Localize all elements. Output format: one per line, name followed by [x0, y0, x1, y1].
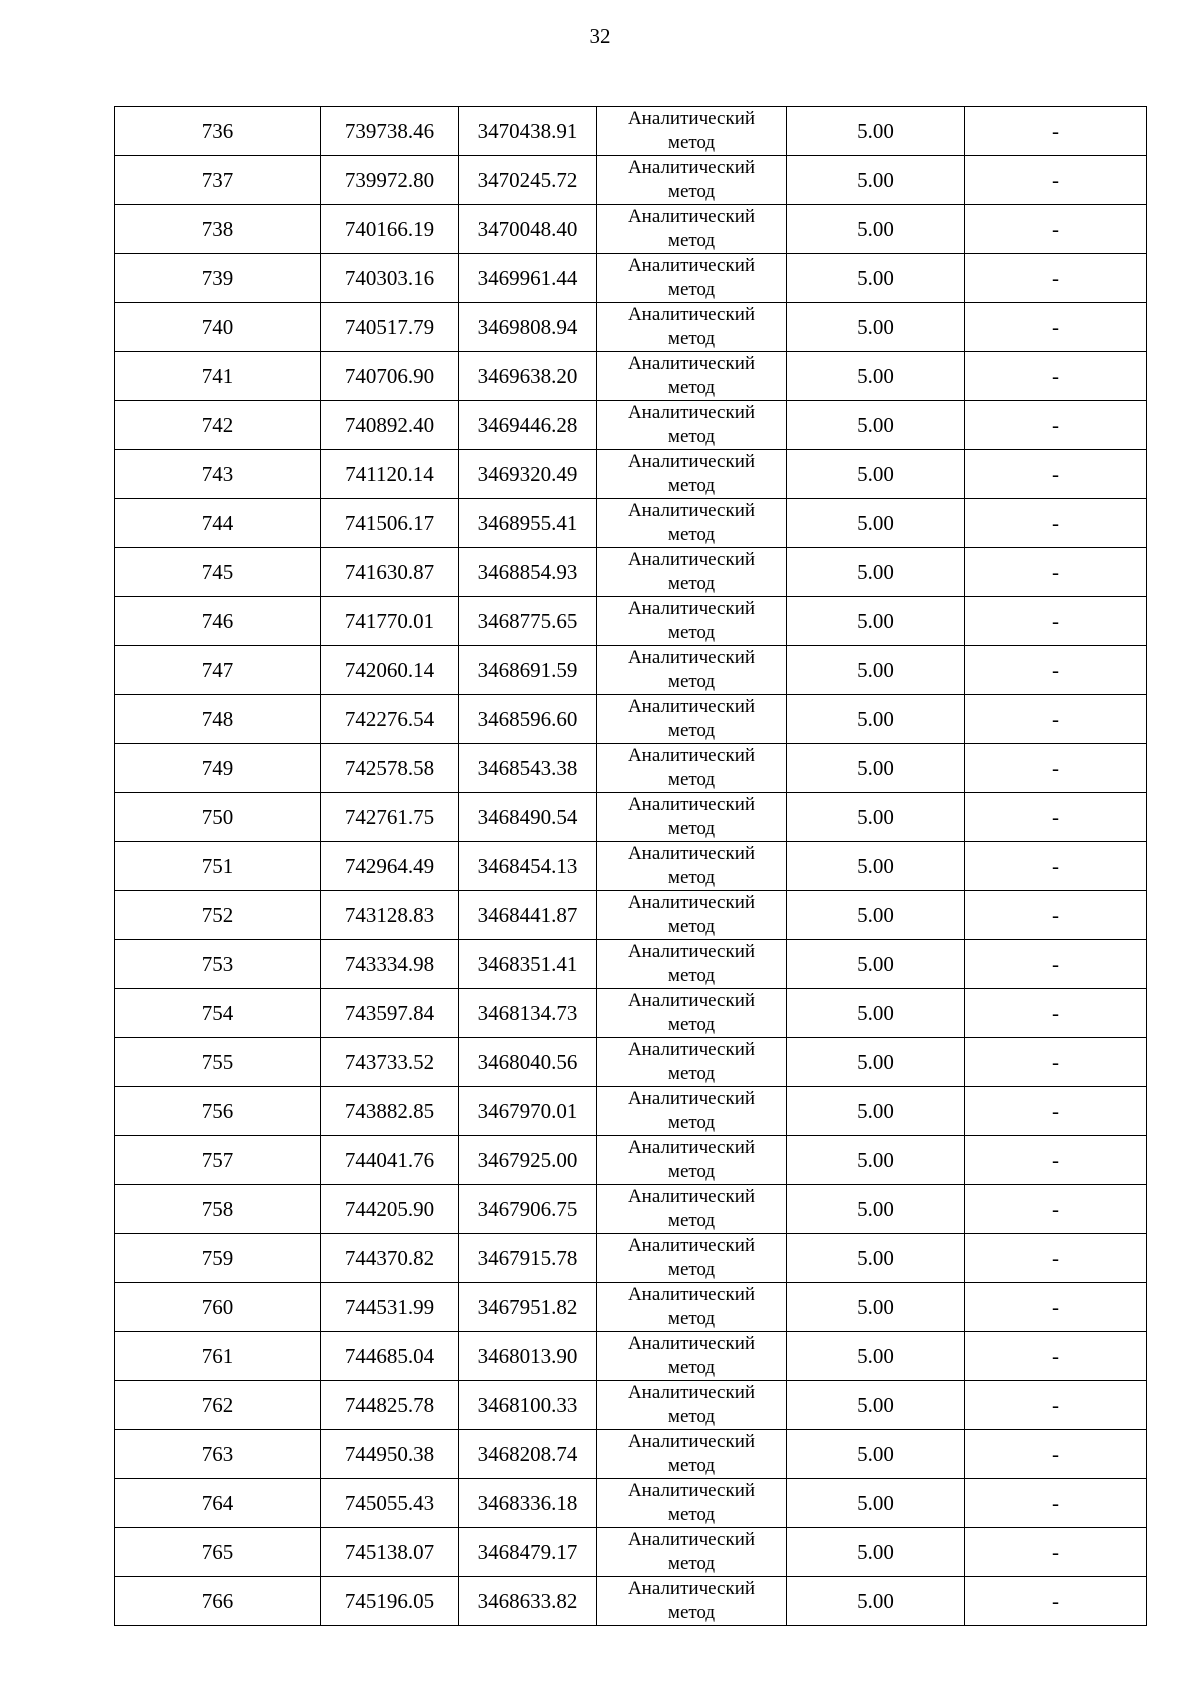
note-cell: -	[965, 1430, 1147, 1479]
y-coordinate-cell: 3469961.44	[459, 254, 597, 303]
coordinates-table-body	[115, 107, 1147, 1626]
table-row	[115, 989, 1147, 1038]
precision-cell: 5.00	[787, 1577, 965, 1626]
method-cell	[597, 646, 787, 695]
y-coordinate-cell: 3468479.17	[459, 1528, 597, 1577]
note-cell: -	[965, 842, 1147, 891]
x-coordinate-cell: 742060.14	[321, 646, 459, 695]
y-coordinate-cell: 3468596.60	[459, 695, 597, 744]
y-coordinate-cell: 3468955.41	[459, 499, 597, 548]
table-row	[115, 842, 1147, 891]
method-cell	[597, 1038, 787, 1087]
table-row	[115, 1332, 1147, 1381]
x-coordinate-cell: 744205.90	[321, 1185, 459, 1234]
point-number-cell: 758	[115, 1185, 321, 1234]
note-cell: -	[965, 352, 1147, 401]
note-cell: -	[965, 401, 1147, 450]
point-number-cell: 744	[115, 499, 321, 548]
point-number-cell: 746	[115, 597, 321, 646]
method-cell	[597, 205, 787, 254]
y-coordinate-cell: 3468490.54	[459, 793, 597, 842]
precision-cell: 5.00	[787, 597, 965, 646]
y-coordinate-cell: 3468854.93	[459, 548, 597, 597]
table-row	[115, 1381, 1147, 1430]
y-coordinate-cell: 3468775.65	[459, 597, 597, 646]
table-row	[115, 1234, 1147, 1283]
point-number-cell: 760	[115, 1283, 321, 1332]
method-line-2: метод	[667, 279, 716, 300]
table-row	[115, 1185, 1147, 1234]
table-row	[115, 695, 1147, 744]
point-number-cell: 763	[115, 1430, 321, 1479]
y-coordinate-cell: 3468336.18	[459, 1479, 597, 1528]
method-cell	[597, 107, 787, 156]
method-cell	[597, 891, 787, 940]
method-line-1: Аналитический	[627, 1137, 756, 1158]
method-cell	[597, 1234, 787, 1283]
method-line-2: метод	[667, 818, 716, 839]
method-line-1: Аналитический	[627, 157, 756, 178]
point-number-cell: 762	[115, 1381, 321, 1430]
precision-cell: 5.00	[787, 1381, 965, 1430]
method-line-1: Аналитический	[627, 892, 756, 913]
method-line-1: Аналитический	[627, 1039, 756, 1060]
point-number-cell: 742	[115, 401, 321, 450]
method-line-1: Аналитический	[627, 1578, 756, 1599]
point-number-cell: 764	[115, 1479, 321, 1528]
table-row	[115, 1577, 1147, 1626]
precision-cell: 5.00	[787, 793, 965, 842]
precision-cell: 5.00	[787, 107, 965, 156]
method-line-2: метод	[667, 1210, 716, 1231]
precision-cell: 5.00	[787, 205, 965, 254]
method-line-2: метод	[667, 524, 716, 545]
table-row	[115, 1528, 1147, 1577]
method-cell	[597, 156, 787, 205]
precision-cell: 5.00	[787, 401, 965, 450]
precision-cell: 5.00	[787, 891, 965, 940]
note-cell: -	[965, 254, 1147, 303]
note-cell: -	[965, 1479, 1147, 1528]
x-coordinate-cell: 741120.14	[321, 450, 459, 499]
method-line-1: Аналитический	[627, 843, 756, 864]
method-line-1: Аналитический	[627, 549, 756, 570]
method-line-2: метод	[667, 328, 716, 349]
method-cell	[597, 1381, 787, 1430]
precision-cell: 5.00	[787, 156, 965, 205]
point-number-cell: 747	[115, 646, 321, 695]
method-cell	[597, 940, 787, 989]
point-number-cell: 755	[115, 1038, 321, 1087]
method-cell	[597, 1577, 787, 1626]
point-number-cell: 748	[115, 695, 321, 744]
method-cell	[597, 744, 787, 793]
method-line-1: Аналитический	[627, 1235, 756, 1256]
method-line-2: метод	[667, 377, 716, 398]
precision-cell: 5.00	[787, 352, 965, 401]
method-line-1: Аналитический	[627, 696, 756, 717]
point-number-cell: 765	[115, 1528, 321, 1577]
method-cell	[597, 401, 787, 450]
table-row	[115, 940, 1147, 989]
x-coordinate-cell: 744041.76	[321, 1136, 459, 1185]
point-number-cell: 738	[115, 205, 321, 254]
precision-cell: 5.00	[787, 989, 965, 1038]
method-line-2: метод	[667, 1063, 716, 1084]
point-number-cell: 741	[115, 352, 321, 401]
method-line-2: метод	[667, 769, 716, 790]
method-line-2: метод	[667, 1014, 716, 1035]
method-cell	[597, 450, 787, 499]
precision-cell: 5.00	[787, 646, 965, 695]
table-row	[115, 499, 1147, 548]
table-row	[115, 303, 1147, 352]
point-number-cell: 736	[115, 107, 321, 156]
x-coordinate-cell: 745196.05	[321, 1577, 459, 1626]
note-cell: -	[965, 695, 1147, 744]
table-row	[115, 891, 1147, 940]
precision-cell: 5.00	[787, 254, 965, 303]
table-row	[115, 646, 1147, 695]
note-cell: -	[965, 1087, 1147, 1136]
method-line-1: Аналитический	[627, 206, 756, 227]
table-row	[115, 352, 1147, 401]
x-coordinate-cell: 740517.79	[321, 303, 459, 352]
note-cell: -	[965, 205, 1147, 254]
y-coordinate-cell: 3468013.90	[459, 1332, 597, 1381]
point-number-cell: 756	[115, 1087, 321, 1136]
method-line-2: метод	[667, 622, 716, 643]
note-cell: -	[965, 940, 1147, 989]
x-coordinate-cell: 740303.16	[321, 254, 459, 303]
method-cell	[597, 254, 787, 303]
x-coordinate-cell: 743882.85	[321, 1087, 459, 1136]
y-coordinate-cell: 3468691.59	[459, 646, 597, 695]
method-line-2: метод	[667, 1112, 716, 1133]
x-coordinate-cell: 739738.46	[321, 107, 459, 156]
y-coordinate-cell: 3468208.74	[459, 1430, 597, 1479]
x-coordinate-cell: 743128.83	[321, 891, 459, 940]
y-coordinate-cell: 3468441.87	[459, 891, 597, 940]
note-cell: -	[965, 499, 1147, 548]
x-coordinate-cell: 742964.49	[321, 842, 459, 891]
note-cell: -	[965, 1528, 1147, 1577]
method-line-1: Аналитический	[627, 1431, 756, 1452]
x-coordinate-cell: 740892.40	[321, 401, 459, 450]
y-coordinate-cell: 3469446.28	[459, 401, 597, 450]
precision-cell: 5.00	[787, 1430, 965, 1479]
precision-cell: 5.00	[787, 303, 965, 352]
precision-cell: 5.00	[787, 1283, 965, 1332]
precision-cell: 5.00	[787, 1038, 965, 1087]
y-coordinate-cell: 3468543.38	[459, 744, 597, 793]
method-line-1: Аналитический	[627, 1186, 756, 1207]
table-row	[115, 1430, 1147, 1479]
method-cell	[597, 352, 787, 401]
method-line-1: Аналитический	[627, 1088, 756, 1109]
precision-cell: 5.00	[787, 842, 965, 891]
y-coordinate-cell: 3470438.91	[459, 107, 597, 156]
method-line-1: Аналитический	[627, 255, 756, 276]
note-cell: -	[965, 891, 1147, 940]
point-number-cell: 740	[115, 303, 321, 352]
note-cell: -	[965, 646, 1147, 695]
y-coordinate-cell: 3468134.73	[459, 989, 597, 1038]
precision-cell: 5.00	[787, 1087, 965, 1136]
method-cell	[597, 597, 787, 646]
x-coordinate-cell: 740706.90	[321, 352, 459, 401]
point-number-cell: 757	[115, 1136, 321, 1185]
method-cell	[597, 695, 787, 744]
method-line-2: метод	[667, 1161, 716, 1182]
precision-cell: 5.00	[787, 1234, 965, 1283]
page-number: 32	[589, 24, 611, 48]
x-coordinate-cell: 742761.75	[321, 793, 459, 842]
point-number-cell: 745	[115, 548, 321, 597]
y-coordinate-cell: 3468040.56	[459, 1038, 597, 1087]
y-coordinate-cell: 3467925.00	[459, 1136, 597, 1185]
y-coordinate-cell: 3467915.78	[459, 1234, 597, 1283]
method-line-1: Аналитический	[627, 1529, 756, 1550]
table-row	[115, 597, 1147, 646]
x-coordinate-cell: 742578.58	[321, 744, 459, 793]
y-coordinate-cell: 3468633.82	[459, 1577, 597, 1626]
method-line-2: метод	[667, 426, 716, 447]
method-line-1: Аналитический	[627, 1284, 756, 1305]
coordinates-table	[114, 106, 1147, 1626]
x-coordinate-cell: 743733.52	[321, 1038, 459, 1087]
method-line-1: Аналитический	[627, 647, 756, 668]
method-line-2: метод	[667, 132, 716, 153]
method-line-1: Аналитический	[627, 941, 756, 962]
x-coordinate-cell: 744950.38	[321, 1430, 459, 1479]
method-cell	[597, 499, 787, 548]
note-cell: -	[965, 156, 1147, 205]
method-line-2: метод	[667, 1406, 716, 1427]
method-line-2: метод	[667, 1553, 716, 1574]
precision-cell: 5.00	[787, 1185, 965, 1234]
method-line-1: Аналитический	[627, 794, 756, 815]
method-cell	[597, 548, 787, 597]
table-row	[115, 450, 1147, 499]
method-cell	[597, 1185, 787, 1234]
x-coordinate-cell: 741770.01	[321, 597, 459, 646]
x-coordinate-cell: 744370.82	[321, 1234, 459, 1283]
note-cell: -	[965, 548, 1147, 597]
note-cell: -	[965, 597, 1147, 646]
method-line-2: метод	[667, 720, 716, 741]
table-row	[115, 793, 1147, 842]
table-row	[115, 1136, 1147, 1185]
method-cell	[597, 1479, 787, 1528]
x-coordinate-cell: 744685.04	[321, 1332, 459, 1381]
method-line-1: Аналитический	[627, 304, 756, 325]
x-coordinate-cell: 741630.87	[321, 548, 459, 597]
x-coordinate-cell: 743597.84	[321, 989, 459, 1038]
method-cell	[597, 793, 787, 842]
point-number-cell: 759	[115, 1234, 321, 1283]
y-coordinate-cell: 3469638.20	[459, 352, 597, 401]
method-line-2: метод	[667, 230, 716, 251]
precision-cell: 5.00	[787, 1136, 965, 1185]
method-cell	[597, 989, 787, 1038]
y-coordinate-cell: 3468351.41	[459, 940, 597, 989]
note-cell: -	[965, 1136, 1147, 1185]
precision-cell: 5.00	[787, 1332, 965, 1381]
method-line-2: метод	[667, 1357, 716, 1378]
note-cell: -	[965, 793, 1147, 842]
y-coordinate-cell: 3468100.33	[459, 1381, 597, 1430]
table-row	[115, 1479, 1147, 1528]
table-row	[115, 1283, 1147, 1332]
method-line-1: Аналитический	[627, 1382, 756, 1403]
note-cell: -	[965, 1381, 1147, 1430]
note-cell: -	[965, 1038, 1147, 1087]
method-line-2: метод	[667, 1602, 716, 1623]
point-number-cell: 750	[115, 793, 321, 842]
x-coordinate-cell: 742276.54	[321, 695, 459, 744]
point-number-cell: 766	[115, 1577, 321, 1626]
x-coordinate-cell: 745055.43	[321, 1479, 459, 1528]
table-row	[115, 205, 1147, 254]
method-line-1: Аналитический	[627, 745, 756, 766]
method-line-2: метод	[667, 573, 716, 594]
point-number-cell: 743	[115, 450, 321, 499]
point-number-cell: 737	[115, 156, 321, 205]
point-number-cell: 739	[115, 254, 321, 303]
y-coordinate-cell: 3467970.01	[459, 1087, 597, 1136]
point-number-cell: 753	[115, 940, 321, 989]
method-line-2: метод	[667, 181, 716, 202]
method-line-2: метод	[667, 1259, 716, 1280]
table-row	[115, 156, 1147, 205]
method-cell	[597, 1332, 787, 1381]
method-line-1: Аналитический	[627, 108, 756, 129]
point-number-cell: 751	[115, 842, 321, 891]
method-line-2: метод	[667, 867, 716, 888]
note-cell: -	[965, 1577, 1147, 1626]
method-line-1: Аналитический	[627, 1333, 756, 1354]
method-line-2: метод	[667, 671, 716, 692]
precision-cell: 5.00	[787, 695, 965, 744]
method-cell	[597, 1430, 787, 1479]
table-row	[115, 548, 1147, 597]
precision-cell: 5.00	[787, 450, 965, 499]
note-cell: -	[965, 107, 1147, 156]
note-cell: -	[965, 744, 1147, 793]
point-number-cell: 754	[115, 989, 321, 1038]
y-coordinate-cell: 3468454.13	[459, 842, 597, 891]
x-coordinate-cell: 745138.07	[321, 1528, 459, 1577]
y-coordinate-cell: 3467906.75	[459, 1185, 597, 1234]
method-line-1: Аналитический	[627, 500, 756, 521]
note-cell: -	[965, 450, 1147, 499]
method-line-2: метод	[667, 1504, 716, 1525]
table-row	[115, 1087, 1147, 1136]
point-number-cell: 752	[115, 891, 321, 940]
note-cell: -	[965, 303, 1147, 352]
note-cell: -	[965, 1185, 1147, 1234]
note-cell: -	[965, 1283, 1147, 1332]
method-cell	[597, 303, 787, 352]
precision-cell: 5.00	[787, 548, 965, 597]
method-line-2: метод	[667, 965, 716, 986]
precision-cell: 5.00	[787, 499, 965, 548]
method-line-1: Аналитический	[627, 990, 756, 1011]
y-coordinate-cell: 3470245.72	[459, 156, 597, 205]
precision-cell: 5.00	[787, 1479, 965, 1528]
x-coordinate-cell: 739972.80	[321, 156, 459, 205]
method-line-1: Аналитический	[627, 1480, 756, 1501]
method-line-2: метод	[667, 1308, 716, 1329]
x-coordinate-cell: 744531.99	[321, 1283, 459, 1332]
method-line-2: метод	[667, 475, 716, 496]
method-cell	[597, 1136, 787, 1185]
table-row	[115, 1038, 1147, 1087]
x-coordinate-cell: 743334.98	[321, 940, 459, 989]
table-row	[115, 744, 1147, 793]
table-row	[115, 107, 1147, 156]
precision-cell: 5.00	[787, 940, 965, 989]
method-line-1: Аналитический	[627, 451, 756, 472]
point-number-cell: 761	[115, 1332, 321, 1381]
method-line-1: Аналитический	[627, 402, 756, 423]
y-coordinate-cell: 3467951.82	[459, 1283, 597, 1332]
table-row	[115, 254, 1147, 303]
note-cell: -	[965, 1234, 1147, 1283]
table-row	[115, 401, 1147, 450]
method-cell	[597, 842, 787, 891]
precision-cell: 5.00	[787, 1528, 965, 1577]
x-coordinate-cell: 744825.78	[321, 1381, 459, 1430]
point-number-cell: 749	[115, 744, 321, 793]
method-line-1: Аналитический	[627, 353, 756, 374]
precision-cell: 5.00	[787, 744, 965, 793]
method-cell	[597, 1528, 787, 1577]
method-cell	[597, 1283, 787, 1332]
note-cell: -	[965, 989, 1147, 1038]
method-line-1: Аналитический	[627, 598, 756, 619]
y-coordinate-cell: 3470048.40	[459, 205, 597, 254]
y-coordinate-cell: 3469808.94	[459, 303, 597, 352]
method-line-2: метод	[667, 1455, 716, 1476]
y-coordinate-cell: 3469320.49	[459, 450, 597, 499]
x-coordinate-cell: 741506.17	[321, 499, 459, 548]
note-cell: -	[965, 1332, 1147, 1381]
method-line-2: метод	[667, 916, 716, 937]
method-cell	[597, 1087, 787, 1136]
x-coordinate-cell: 740166.19	[321, 205, 459, 254]
